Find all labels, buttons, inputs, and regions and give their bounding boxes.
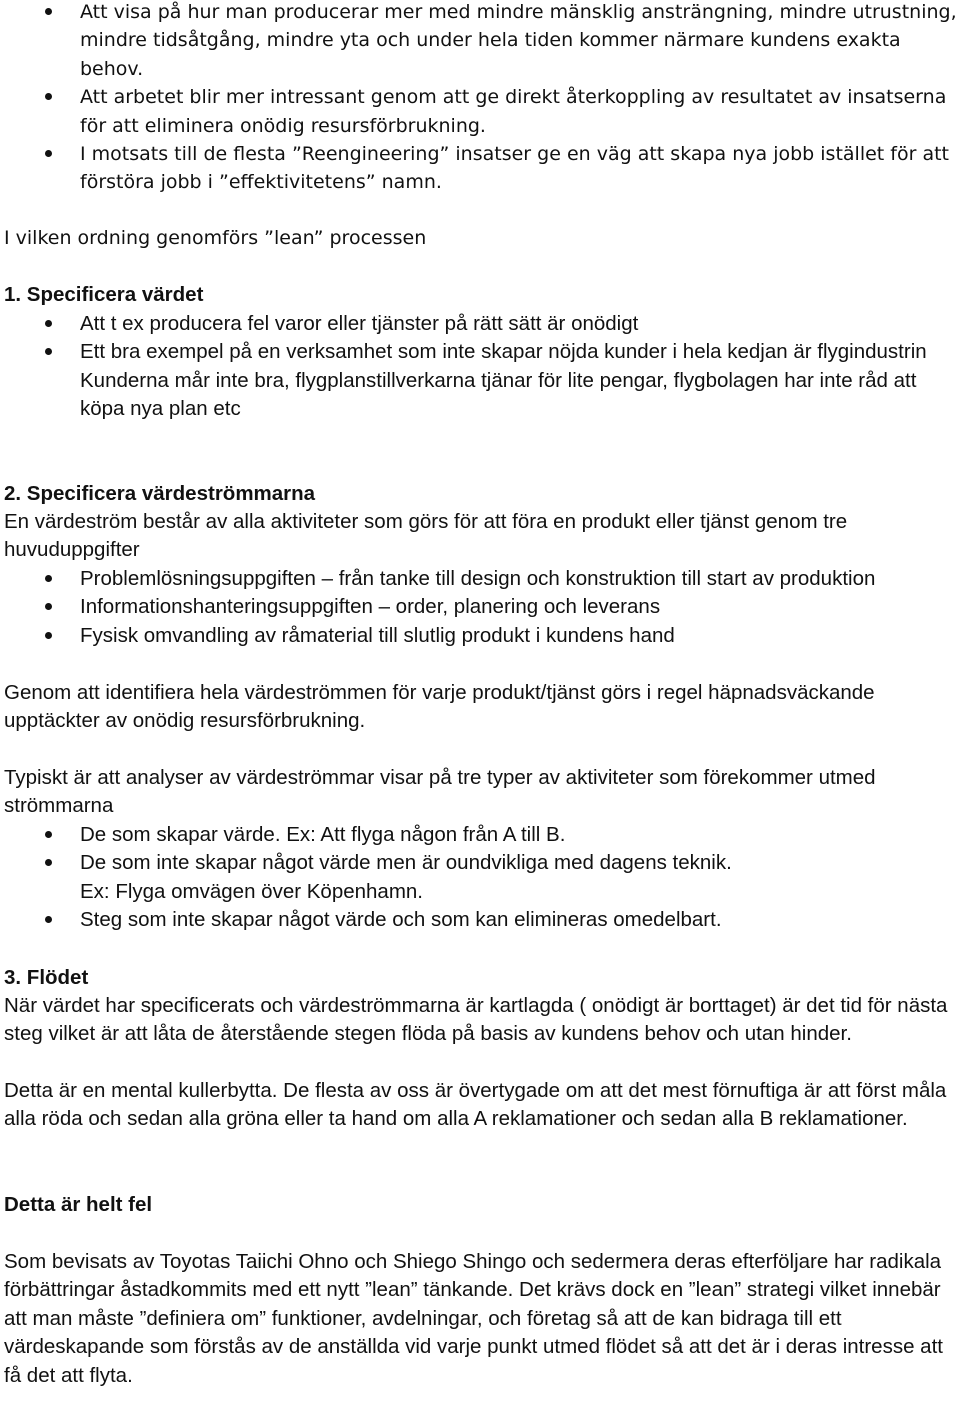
list-item: I motsats till de flesta ”Reengineering” insatser ge en väg att skapa nya jobb istället för att förstöra jobb i ”effektivitetens” namn.: [0, 140, 960, 197]
order-question: I vilken ordning genomförs ”lean” processen: [4, 227, 427, 249]
section3-paragraph-2: Detta är en mental kullerbytta. De flesta av oss är övertygade om att det mest förnuftiga är att först måla alla röda och sedan alla gröna eller ta hand om alla A reklamationer och sedan alla B reklamationer.: [4, 1079, 947, 1131]
section2-task-list: [0, 565, 960, 650]
list-item: [0, 849, 960, 906]
intro-bullet-list: [0, 0, 960, 197]
list-item: Informationshanteringsuppgiften – order, planering och leverans: [0, 593, 960, 621]
section3-heading: 3. Flödet: [4, 966, 89, 989]
list-item: Fysisk omvandling av råmaterial till slutlig produkt i kundens hand: [0, 622, 960, 650]
section3-paragraph-1: När värdet har specificerats och värdeströmmarna är kartlagda ( onödigt är borttaget) är det tid för nästa steg vilket är att låta de återstående stegen flöda på basis av kundens behov och utan hinder.: [4, 994, 948, 1046]
list-item: Att t ex producera fel varor eller tjänster på rätt sätt är onödigt: [0, 310, 960, 338]
list-item: Att arbetet blir mer intressant genom att ge direkt återkoppling av resultatet av insatserna för att eliminera onödig resursförbrukning.: [0, 83, 960, 140]
list-item: Problemlösningsuppgiften – från tanke till design och konstruktion till start av produktion: [0, 565, 960, 593]
section2-conclusion: Genom att identifiera hela värdeströmmen för varje produkt/tjänst görs i regel häpnadsväckande upptäckter av onödig resursförbrukning.: [4, 681, 875, 733]
section2-intro: En värdeström består av alla aktiviteter som görs för att föra en produkt eller tjänst genom tre huvuduppgifter: [4, 510, 848, 562]
wrong-paragraph: Som bevisats av Toyotas Taiichi Ohno och Shiego Shingo och sedermera deras efterföljare har radikala förbättringar åstadkommits med ett nytt ”lean” tänkande. Det krävs dock en ”lean” strategi vilket innebär att man måste ”definiera om” funktioner, avdelningar, och företag så att de kan bidraga till ett värdeskapande som förstås av de anställda vid varje punkt utmed flödet så att det är i deras intresse att få det att flyta.: [4, 1250, 943, 1387]
section2-analysis-intro: Typiskt är att analyser av värdeströmmar visar på tre typer av aktiviteter som förekommer utmed strömmarna: [4, 766, 876, 818]
activity-type-list: [0, 821, 960, 935]
section1-heading: 1. Specificera värdet: [4, 283, 204, 306]
list-item: Steg som inte skapar något värde och som kan elimineras omedelbart.: [0, 906, 960, 934]
list-item-example: Ex: Flyga omvägen över Köpenhamn.: [80, 879, 423, 903]
wrong-heading: Detta är helt fel: [4, 1193, 153, 1216]
section1-bullet-list: [0, 310, 960, 424]
list-item-text: De som inte skapar något värde men är oundvikliga med dagens teknik.: [80, 851, 732, 875]
list-item: Att visa på hur man producerar mer med mindre mänsklig ansträngning, mindre utrustning, mindre tidsåtgång, mindre yta och under hela tiden kommer närmare kundens exakta behov.: [0, 0, 960, 83]
list-item-continuation: Kunderna mår inte bra, flygplanstillverkarna tjänar för lite pengar, flygbolagen har inte råd att köpa nya plan etc: [80, 368, 917, 421]
list-item: De som skapar värde. Ex: Att flyga någon från A till B.: [0, 821, 960, 849]
list-item-text: Ett bra exempel på en verksamhet som inte skapar nöjda kunder i hela kedjan är flygindustrin: [80, 340, 927, 364]
section2-heading: 2. Specificera värdeströmmarna: [4, 482, 316, 505]
list-item: [0, 338, 960, 423]
